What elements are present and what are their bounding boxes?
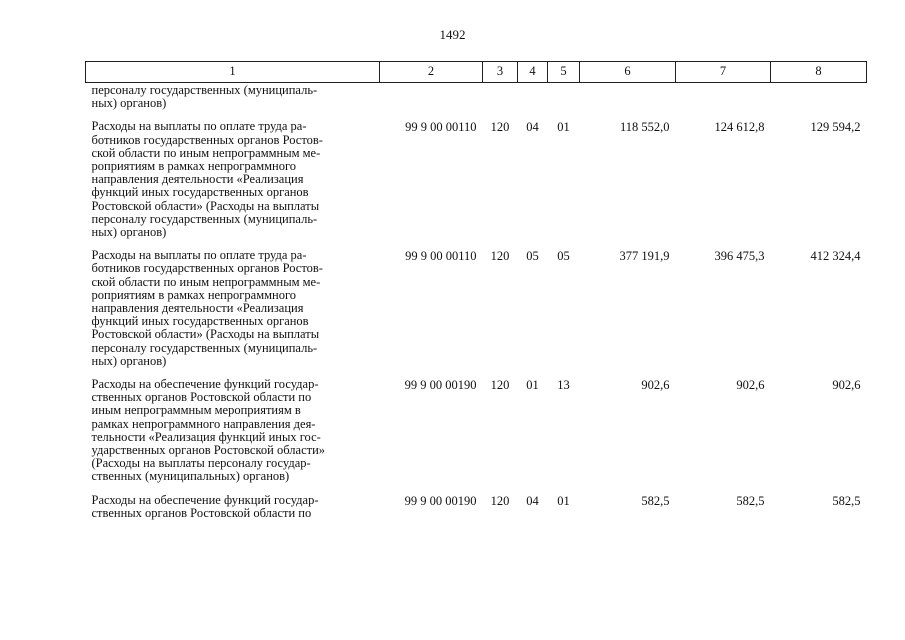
expense-type: 120 <box>490 493 510 508</box>
amount-col-7: 396 475,3 <box>714 249 765 264</box>
description-line: Расходы на выплаты по оплате труда ра- <box>91 119 307 134</box>
row-description <box>86 83 380 121</box>
description-line: персоналу государственных (муниципаль- <box>91 83 318 97</box>
subsection <box>548 83 580 121</box>
page-number: 1492 <box>439 27 466 42</box>
row-description <box>86 494 380 530</box>
row-description <box>86 120 380 249</box>
description-line: роприятиям в рамках непрограммного <box>91 287 297 302</box>
section: 01 <box>526 378 539 393</box>
description-line: Расходы на обеспечение функций государ- <box>91 492 319 507</box>
subsection: 01 <box>557 120 570 135</box>
description-line: ственных (муниципальных) органов) <box>91 469 290 484</box>
amount-col-7: 582,5 <box>736 493 765 508</box>
target-code: 99 9 00 00190 <box>404 378 477 393</box>
expense-type: 120 <box>490 120 510 135</box>
header-row <box>86 62 867 83</box>
target-code: 99 9 00 00110 <box>405 120 477 135</box>
description-line: ных) органов) <box>91 225 167 240</box>
amount-col-8: 902,6 <box>832 378 861 393</box>
description-line: ударственных органов Ростовской области» <box>91 443 326 458</box>
section: 05 <box>526 249 539 264</box>
expense-type <box>483 83 518 121</box>
section: 04 <box>526 120 539 135</box>
amount-col-8: 129 594,2 <box>810 120 861 135</box>
expense-type: 120 <box>490 378 510 393</box>
description-line: ственных органов Ростовской области по <box>91 505 312 520</box>
row-description <box>86 249 380 378</box>
description-line: направления деятельности «Реализация <box>91 301 304 316</box>
header-col-7: 7 <box>676 62 771 83</box>
row-description <box>86 378 380 494</box>
amount-col-8: 412 324,4 <box>810 249 861 264</box>
amount-col-8 <box>771 83 867 121</box>
amount-col-6: 118 552,0 <box>619 120 670 135</box>
header-col-1: 1 <box>86 62 380 83</box>
table-row <box>86 120 867 249</box>
header-col-8: 8 <box>771 62 867 83</box>
amount-col-6: 377 191,9 <box>619 249 670 264</box>
subsection: 13 <box>557 378 570 393</box>
header-col-6: 6 <box>580 62 676 83</box>
description-line: тельности «Реализация функций иных гос- <box>91 429 321 444</box>
description-line: Ростовской области» (Расходы на выплаты <box>91 327 320 342</box>
subsection: 05 <box>557 249 570 264</box>
expense-type: 120 <box>490 249 510 264</box>
description-line: ных) органов) <box>91 353 167 368</box>
target-code: 99 9 00 00110 <box>405 249 477 264</box>
amount-col-7: 902,6 <box>736 378 765 393</box>
target-code <box>380 83 483 121</box>
description-line: роприятиям в рамках непрограммного <box>91 159 297 174</box>
target-code: 99 9 00 00190 <box>404 493 477 508</box>
table-row <box>86 249 867 378</box>
amount-col-6 <box>580 83 676 121</box>
table-row <box>86 83 867 121</box>
section <box>518 83 548 121</box>
description-line: Ростовской области» (Расходы на выплаты <box>91 198 320 213</box>
table-row <box>86 378 867 494</box>
description-line: ской области по иным непрограммным ме- <box>91 274 321 289</box>
description-line: персоналу государственных (муниципаль- <box>91 211 318 226</box>
header-col-5: 5 <box>548 62 580 83</box>
header-col-4: 4 <box>518 62 548 83</box>
description-line: персоналу государственных (муниципаль- <box>91 340 318 355</box>
description-line: направления деятельности «Реализация <box>91 172 304 187</box>
description-line: функций иных государственных органов <box>91 314 309 329</box>
subsection: 01 <box>557 493 570 508</box>
amount-col-8: 582,5 <box>832 493 861 508</box>
section: 04 <box>526 493 539 508</box>
description-line: (Расходы на выплаты персоналу государ- <box>91 456 311 471</box>
description-line: ных) органов) <box>91 96 167 111</box>
amount-col-7 <box>676 83 771 121</box>
description-line: Расходы на обеспечение функций государ- <box>91 377 319 392</box>
description-line: иным непрограммным мероприятиям в <box>91 403 301 418</box>
budget-table <box>85 61 867 530</box>
description-line: ботников государственных органов Ростов- <box>91 261 323 276</box>
table-row <box>86 494 867 530</box>
description-line: рамках непрограммного направления дея- <box>91 416 316 431</box>
amount-col-7: 124 612,8 <box>714 120 765 135</box>
header-col-3: 3 <box>483 62 518 83</box>
header-col-2: 2 <box>380 62 483 83</box>
description-line: ственных органов Ростовской области по <box>91 390 312 405</box>
description-line: ской области по иным непрограммным ме- <box>91 145 321 160</box>
description-line: Расходы на выплаты по оплате труда ра- <box>91 248 307 263</box>
amount-col-6: 582,5 <box>641 493 670 508</box>
description-line: функций иных государственных органов <box>91 185 309 200</box>
amount-col-6: 902,6 <box>641 378 670 393</box>
description-line: ботников государственных органов Ростов- <box>91 132 323 147</box>
